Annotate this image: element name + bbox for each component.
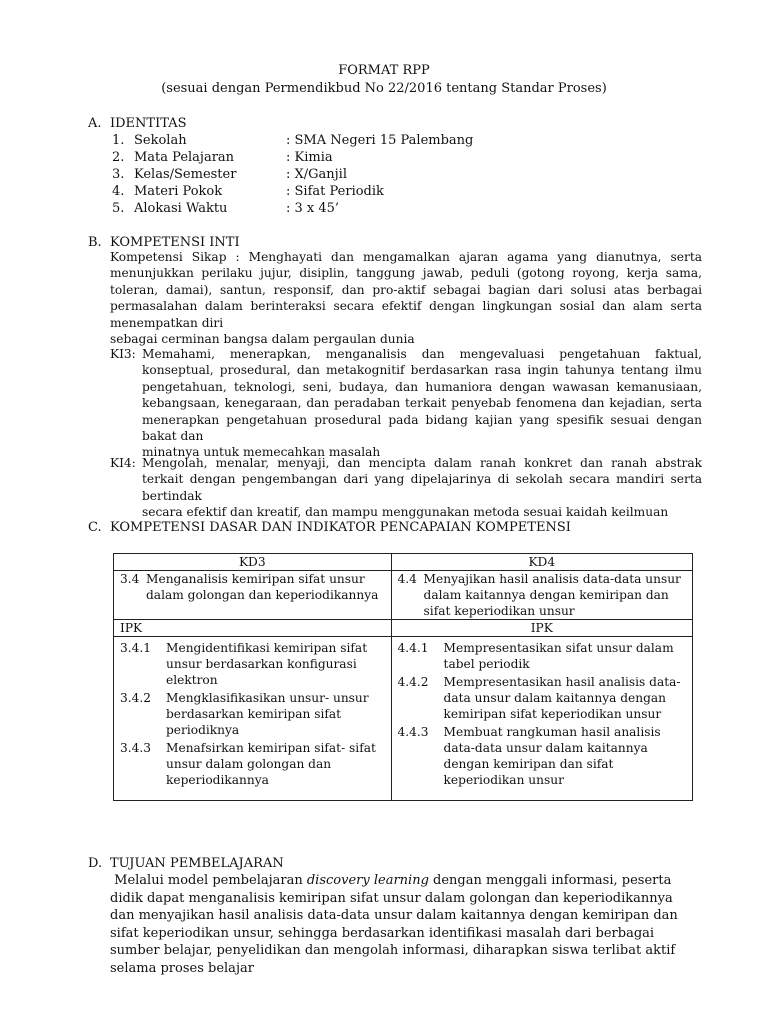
ipk-number: 3.4.1 xyxy=(120,641,152,655)
identitas-row xyxy=(112,200,339,217)
ipk-number: 4.4.3 xyxy=(397,725,429,739)
ki3-text: Memahami, menerapkan, menganalisis dan mengevaluasi pengetahuan faktual, konseptual, prosedural, dan metakognitif berdasarkan rasa ingin tahunya tentang ilmu pengetahuan, teknologi, seni, budaya, dan humaniora dengan wawasan kemanusiaan, kebangsaan, kenegaraan, dan peradaban terkait penyebab fenomena dan kejadian, serta menerapkan pengetahuan prosedural pada bidang kajian yang spesifik sesuai dengan bakat dan xyxy=(142,347,702,444)
kd4-cell xyxy=(391,571,692,620)
section-c-letter: C. xyxy=(88,520,102,535)
ipk-item xyxy=(398,674,686,722)
identitas-value: : SMA Negeri 15 Palembang xyxy=(286,133,474,148)
identitas-row xyxy=(112,183,384,200)
ipk-number: 3.4.2 xyxy=(120,691,152,705)
tujuan-text-start: Melalui model pembelajaran xyxy=(114,873,307,888)
section-d-heading: TUJUAN PEMBELAJARAN xyxy=(110,856,284,871)
ipk-right-header: IPK xyxy=(391,620,692,637)
identitas-label: Alokasi Waktu xyxy=(134,201,228,216)
kd4-number: 4.4 xyxy=(397,572,417,586)
identitas-num: 4. xyxy=(112,184,125,199)
table-row xyxy=(114,571,693,620)
ki3-paragraph xyxy=(142,346,702,461)
ipk-item xyxy=(120,740,385,788)
identitas-num: 1. xyxy=(112,133,125,148)
ipk-text: Mengklasifikasikan unsur- unsur berdasarkan kemiripan sifat periodiknya xyxy=(166,691,369,737)
ipk-number: 4.4.1 xyxy=(397,641,429,655)
kompetensi-sikap-paragraph xyxy=(110,249,702,347)
ipk-text: Menafsirkan kemiripan sifat- sifat unsur dalam golongan dan keperiodikannya xyxy=(166,741,376,787)
ki4-paragraph xyxy=(142,455,702,521)
kompetensi-sikap-text-end: sebagai cerminan bangsa dalam pergaulan dunia xyxy=(110,332,415,347)
ki4-text: Mengolah, menalar, menyaji, dan mencipta dalam ranah konkret dan ranah abstrak terkait dengan pengembangan dari yang dipelajarinya di sekolah secara mandiri serta bertindak xyxy=(142,456,702,503)
ipk-number: 4.4.2 xyxy=(397,675,429,689)
identitas-value: : Kimia xyxy=(286,150,333,165)
ipk-right-cell xyxy=(391,637,692,801)
kd3-header: KD3 xyxy=(114,554,392,571)
table-header-row xyxy=(114,554,693,571)
table-row xyxy=(114,620,693,637)
kompetensi-sikap-text: Kompetensi Sikap : Menghayati dan mengamalkan ajaran agama yang dianutnya, serta menunjukkan perilaku jujur, disiplin, tanggung jawab, peduli (gotong royong, kerja sama, toleran, damai), santun, responsif, dan pro-aktif sebagai bagian dari solusi atas berbagai permasalahan dalam berinteraksi secara efektif dengan lingkungan sosial dan alam serta menempatkan diri xyxy=(110,250,702,330)
table-row xyxy=(114,637,693,801)
document-subtitle: (sesuai dengan Permendikbud No 22/2016 tentang Standar Proses) xyxy=(161,81,607,96)
identitas-value: : Sifat Periodik xyxy=(286,184,384,199)
identitas-row xyxy=(112,132,473,149)
identitas-num: 2. xyxy=(112,150,125,165)
ki3-text-end: minatnya untuk memecahkan masalah xyxy=(142,445,381,460)
kd4-header: KD4 xyxy=(391,554,692,571)
identitas-value: : X/Ganjil xyxy=(286,167,348,182)
section-b-heading: KOMPETENSI INTI xyxy=(110,235,240,250)
identitas-value: : 3 x 45’ xyxy=(286,201,340,216)
kd3-number: 3.4 xyxy=(120,572,140,586)
identitas-row xyxy=(112,149,333,166)
tujuan-text-italic: discovery learning xyxy=(306,873,429,888)
kompetensi-dasar-table xyxy=(113,553,693,801)
section-b-letter: B. xyxy=(88,235,102,250)
ipk-item xyxy=(120,690,385,738)
kd3-cell xyxy=(114,571,392,620)
ipk-item xyxy=(120,640,385,688)
ki4-label: KI4: xyxy=(110,456,136,470)
identitas-label: Sekolah xyxy=(134,133,187,148)
section-d-letter: D. xyxy=(88,856,103,871)
identitas-num: 5. xyxy=(112,201,125,216)
section-a-heading: IDENTITAS xyxy=(110,116,187,131)
tujuan-paragraph xyxy=(110,872,682,977)
ki3-label: KI3: xyxy=(110,347,136,361)
identitas-label: Materi Pokok xyxy=(134,184,223,199)
tujuan-text-end: dengan menggali informasi, peserta didik dapat menganalisis kemiripan sifat unsur dalam golongan dan keperiodikannya dan menyajikan hasil analisis data-data unsur dalam kaitannya dengan kemiripan dan sifat keperiodikan unsur, sehingga berdasarkan identifikasi masalah dari berbagai sumber belajar, penyelidikan dan mengolah informasi, diharapkan siswa terlibat aktif selama proses belajar xyxy=(110,873,678,976)
document-title: FORMAT RPP xyxy=(338,63,430,78)
ipk-item xyxy=(398,640,686,672)
ki4-text-end: secara efektif dan kreatif, dan mampu menggunakan metoda sesuai kaidah keilmuan xyxy=(142,505,669,520)
ipk-text: Mempresentasikan hasil analisis data-data unsur dalam kaitannya dengan kemiripan sifat keperiodikan unsur xyxy=(443,675,681,721)
ipk-left-cell xyxy=(114,637,392,801)
ipk-text: Mengidentifikasi kemiripan sifat unsur berdasarkan konfigurasi elektron xyxy=(166,641,368,687)
identitas-label: Kelas/Semester xyxy=(134,167,237,182)
ipk-number: 3.4.3 xyxy=(120,741,152,755)
section-a-letter: A. xyxy=(88,116,102,131)
ipk-text: Membuat rangkuman hasil analisis data-data unsur dalam kaitannya dengan kemiripan dan sifat keperiodikan unsur xyxy=(443,725,661,787)
identitas-num: 3. xyxy=(112,167,125,182)
identitas-row xyxy=(112,166,347,183)
ipk-left-header: IPK xyxy=(114,620,392,637)
section-c-heading: KOMPETENSI DASAR DAN INDIKATOR PENCAPAIAN KOMPETENSI xyxy=(110,520,571,535)
kd3-text: Menganalisis kemiripan sifat unsur dalam golongan dan keperiodikannya xyxy=(146,572,379,602)
ipk-item xyxy=(398,724,686,788)
identitas-label: Mata Pelajaran xyxy=(134,150,235,165)
kd4-text: Menyajikan hasil analisis data-data unsur dalam kaitannya dengan kemiripan dan sifat keperiodikan unsur xyxy=(423,572,681,618)
ipk-text: Mempresentasikan sifat unsur dalam tabel periodik xyxy=(443,641,674,671)
